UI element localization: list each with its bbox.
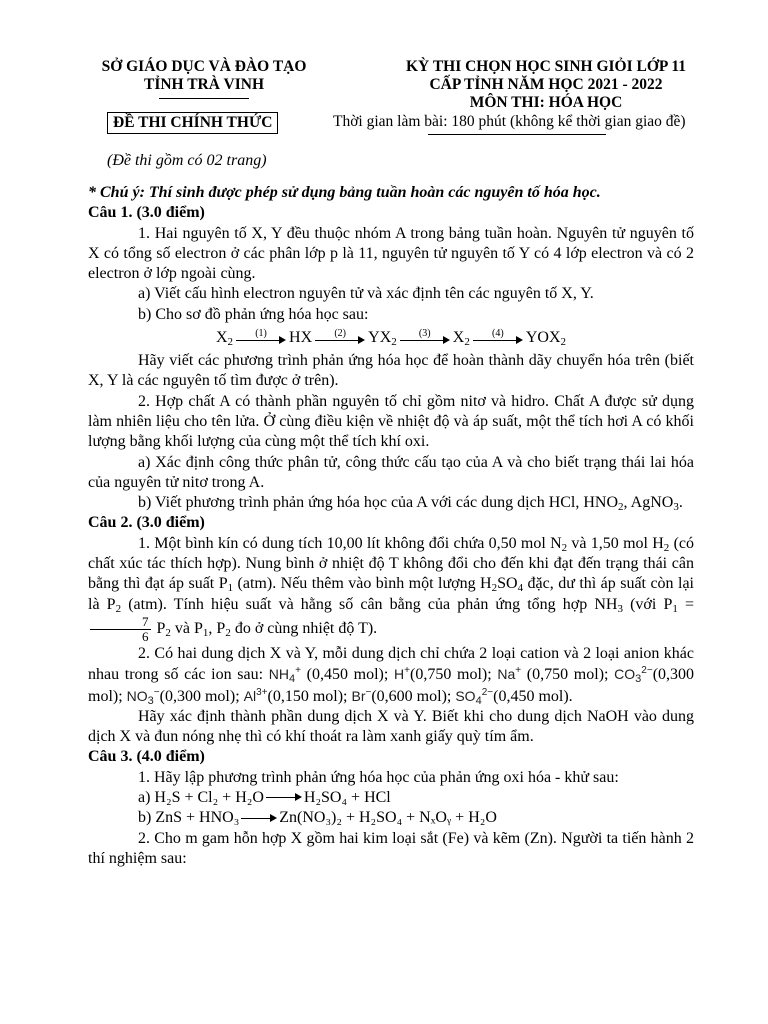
- exam-body: [88, 183, 694, 869]
- exam-header: [326, 58, 766, 112]
- official-exam-label: ĐỀ THI CHÍNH THỨC: [107, 112, 278, 134]
- ion-amount: (0,750 mol);: [409, 666, 498, 684]
- province-name: TỈNH TRÀ VINH: [143, 76, 264, 93]
- q1-part1a: a) Viết cấu hình electron nguyên tử và xác định tên các nguyên tố X, Y.: [138, 285, 594, 303]
- exam-subject: MÔN THI: HÓA HỌC: [469, 94, 623, 111]
- ion-entry: [127, 688, 244, 705]
- ion-amount: (0,300 mol);: [159, 687, 244, 705]
- exam-title: KỲ THI CHỌN HỌC SINH GIỎI LỚP 11: [405, 58, 687, 75]
- question-3-heading: Câu 3. (4.0 điểm): [88, 748, 205, 766]
- q2-part2-text: 2. Có hai dung dịch X và Y, mỗi dung dịch chỉ chứa 2 loại cation và 2 loại anion khác nhau trong số các ion sau: $NH_4^+$ (0,450 mol); H+(0,750 mol); Na+ (0,750 mol); $CO_3^{2-}(0,300$ mol); $NO_3^-(0,300$ mol); $Al^{3+}(0,150$ mol); Br−(0,600 mol); $SO_4^{2-}(0,450$ mol).: [88, 644, 695, 707]
- department-header: [84, 58, 324, 99]
- ion-entry: [352, 688, 456, 705]
- arrow-step-1: (1): [236, 332, 286, 344]
- q3-part1-text: 1. Hãy lập phương trình phản ứng hóa học của phản ứng oxi hóa - khử sau:: [138, 768, 619, 786]
- ion-symbol: H+: [394, 665, 410, 683]
- page-count-note: (Đề thi gồm có 02 trang): [107, 152, 267, 169]
- q3-equation-a: a) H₂S + Cl₂ + H₂O H₂SO₄ + HCl: [138, 789, 391, 807]
- ion-symbol: $NO_3^-$: [126, 686, 160, 707]
- q1-part2a: a) Xác định công thức phân tử, công thức cấu tạo của A và cho biết trạng thái lai hóa của nguyên tử nitơ trong A.: [88, 453, 694, 491]
- scheme-species-2: HX: [289, 328, 313, 346]
- ion-entry: [497, 666, 614, 683]
- q1-part1b: b) Cho sơ đồ phản ứng hóa học sau:: [138, 305, 369, 323]
- ion-symbol: $CO_3^{2-}$: [614, 665, 653, 686]
- ion-amount: (0,450 mol);: [300, 666, 395, 684]
- fraction-7-6: $\frac{7}{6}$: [90, 615, 151, 644]
- ion-symbol: $SO_4^{2-}$: [455, 686, 494, 707]
- question-2-heading: Câu 2. (3.0 điểm): [88, 514, 205, 532]
- q2-part1-text: 1. Một bình kín có dung tích 10,00 lít không đổi chứa 0,50 mol $N_2$ và 1,50 mol $H_2$ (có chất xúc tác thích hợp). Nung bình ở nhiệt độ T không đổi cho đến khi đạt đến trạng thái cân bằng thì đạt áp suất $P_1$ (atm). Nếu thêm vào bình một lượng $H_2SO_4$ đặc, dư thì áp suất còn lại là $P_2$ (atm). Tính hiệu suất và hằng số cân bằng của phản ứng tổng hợp $NH_3$ (với $P_1$ = $\frac{7}{6}$ $P_2$ và $P_1$, $P_2$ đo ở cùng nhiệt độ T).: [88, 534, 695, 644]
- ion-amount: (0,300 mol);: [88, 666, 695, 705]
- reaction-arrow-icon: [241, 814, 277, 824]
- ion-entry: [394, 666, 497, 683]
- scheme-species-5: $YOX_2$: [525, 328, 566, 348]
- arrow-step-2: (2): [315, 332, 365, 344]
- ion-amount: (0,450 mol).: [493, 687, 573, 705]
- scheme-species-4: $X_2$: [452, 328, 470, 348]
- q1-part1b-text: Hãy viết các phương trình phản ứng hóa học để hoàn thành dãy chuyển hóa trên (biết X, Y là các nguyên tố tìm được ở trên).: [88, 352, 694, 390]
- reaction-scheme: [88, 326, 694, 350]
- header-divider: [159, 98, 249, 99]
- ion-entry: [244, 688, 352, 705]
- ion-symbol: Na+: [497, 665, 522, 683]
- ion-amount: (0,150 mol);: [267, 687, 352, 705]
- q3-equation-b: b) ZnS + HNO₃ Zn(NO₃)₂ + H₂SO₄ + NₓOᵧ + H₂O: [138, 809, 497, 827]
- time-underline: [428, 134, 606, 135]
- q1-part2b: b) Viết phương trình phản ứng hóa học của A với các dung dịch HCl, $HNO_2$, AgNO$_3$.: [138, 494, 683, 514]
- ion-amount: (0,750 mol);: [521, 666, 615, 684]
- ion-symbol: Br−: [351, 686, 372, 704]
- ion-symbol: $Al^{3+}$: [243, 686, 268, 704]
- arrow-step-4: (4): [473, 332, 523, 344]
- ion-entry: [455, 688, 572, 705]
- q1-part2-text: 2. Hợp chất A có thành phần nguyên tố chỉ gồm nitơ và hidro. Chất A được sử dụng làm nhiên liệu cho tên lửa. Ở cùng điều kiện về nhiệt độ và áp suất, một thể tích hơi A có khối lượng bằng khối lượng của cùng một thể tích khí oxi.: [88, 392, 694, 451]
- exam-level: CẤP TỈNH NĂM HỌC 2021 - 2022: [429, 76, 663, 93]
- department-name: SỞ GIÁO DỤC VÀ ĐÀO TẠO: [101, 58, 307, 75]
- scheme-species-3: $YX_2$: [368, 328, 397, 348]
- ion-amount: (0,600 mol);: [371, 687, 456, 705]
- ion-symbol: $NH_4^+$: [268, 665, 301, 686]
- reaction-arrow-icon: [266, 793, 302, 803]
- scheme-species-1: $X_2$: [215, 328, 234, 348]
- periodic-table-note: * Chú ý: Thí sinh được phép sử dụng bảng tuần hoàn các nguyên tố hóa học.: [88, 184, 601, 201]
- q1-part1-text: 1. Hai nguyên tố X, Y đều thuộc nhóm A trong bảng tuần hoàn. Nguyên tử nguyên tố X có tổng số electron ở các phân lớp p là 11, nguyên tử nguyên tố Y có 4 lớp electron và có 2 electron ở lớp ngoài cùng.: [88, 224, 694, 283]
- arrow-step-3: (3): [400, 332, 450, 344]
- q3-part2-text: 2. Cho m gam hỗn hợp X gồm hai kim loại sắt (Fe) và kẽm (Zn). Người ta tiến hành 2 thí nghiệm sau:: [88, 829, 694, 867]
- exam-time-note: Thời gian làm bài: 180 phút (không kể thời gian giao đề): [333, 113, 686, 130]
- question-1-heading: Câu 1. (3.0 điểm): [88, 204, 205, 222]
- q2-part2-task: Hãy xác định thành phần dung dịch X và Y. Biết khi cho dung dịch NaOH vào dung dịch X và đun nóng nhẹ thì có khí thoát ra làm xanh giấy quỳ tím ẩm.: [88, 707, 694, 746]
- ion-entry: [268, 665, 395, 686]
